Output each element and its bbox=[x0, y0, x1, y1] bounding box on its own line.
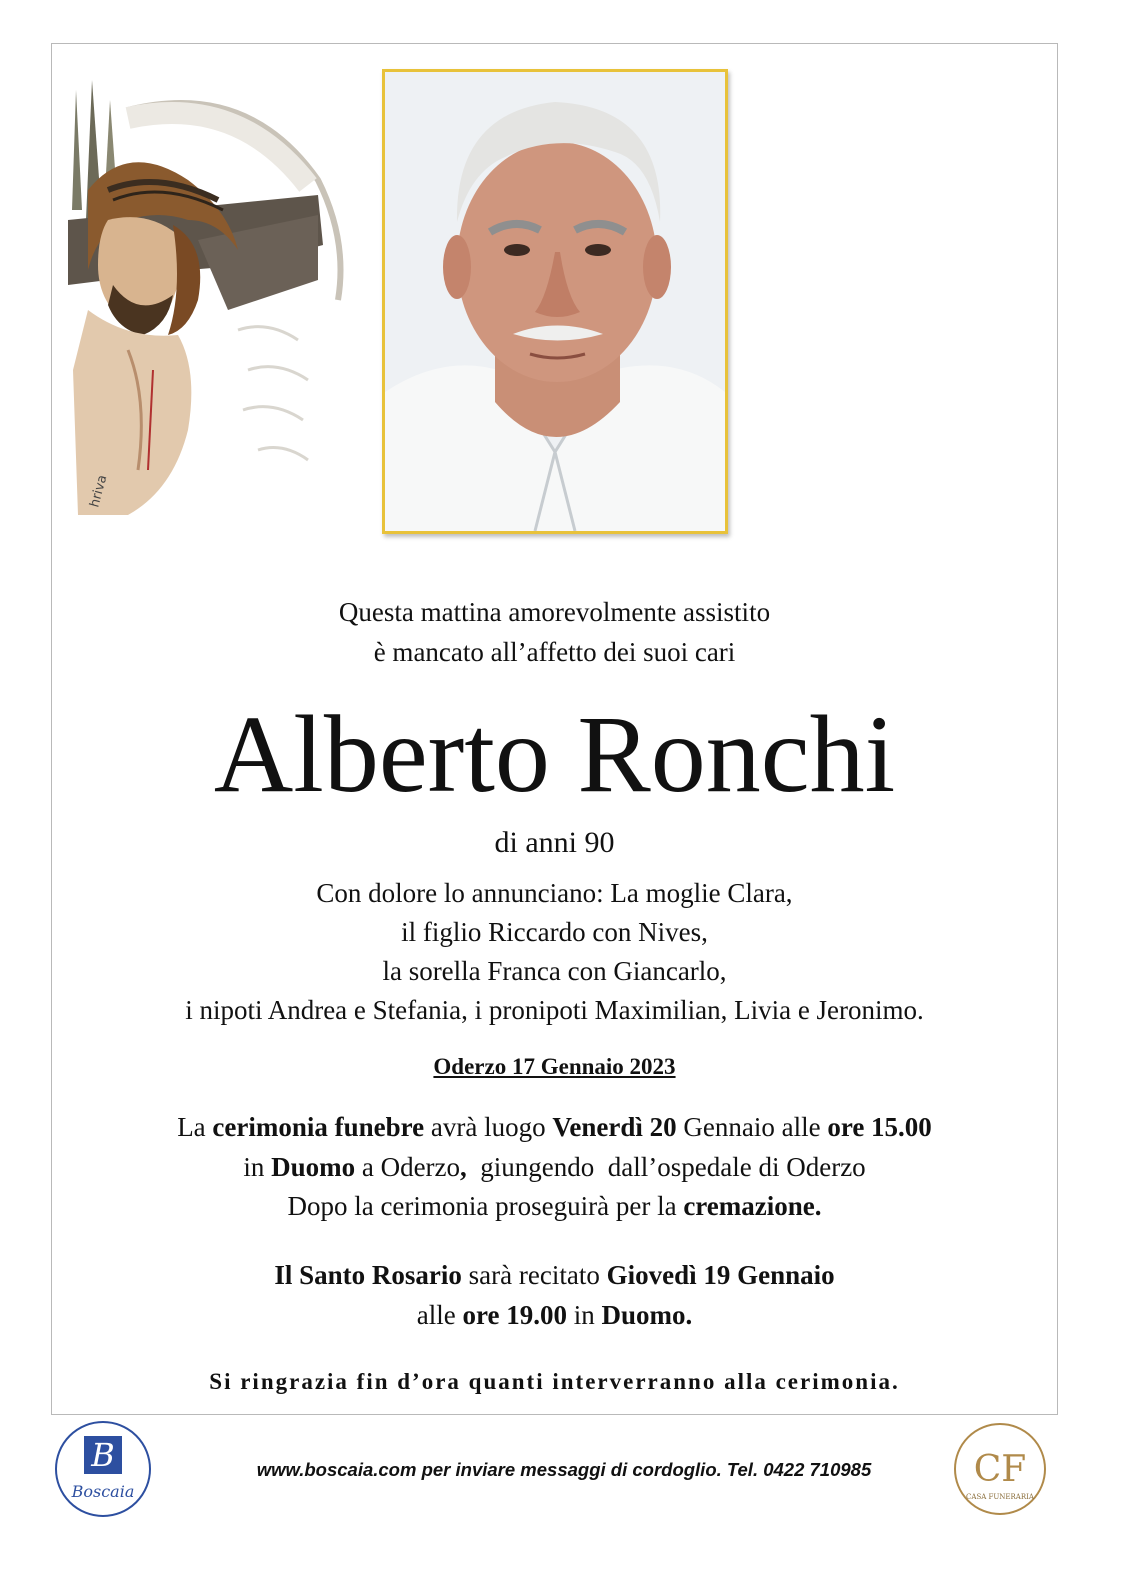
ceremony-details bbox=[51, 1108, 1058, 1227]
rosary-details bbox=[51, 1256, 1058, 1335]
deceased-age: di anni 90 bbox=[494, 826, 615, 859]
rosary-line-1: Il Santo Rosario sarà recitato Giovedì 19 Gennaio bbox=[274, 1260, 835, 1290]
ceremony-line-3: Dopo la cerimonia proseguirà per la cremazione. bbox=[287, 1191, 822, 1221]
date-place: Oderzo 17 Gennaio 2023 bbox=[433, 1054, 676, 1079]
family-line-2: il figlio Riccardo con Nives, bbox=[401, 917, 708, 947]
thanks-note: Si ringrazia fin d’ora quanti interverranno alla cerimonia. bbox=[209, 1369, 900, 1394]
rosary-line-2: alle ore 19.00 in Duomo. bbox=[416, 1299, 693, 1330]
family-announcement bbox=[51, 874, 1058, 1030]
family-line-3: la sorella Franca con Giancarlo, bbox=[382, 956, 727, 986]
cf-monogram: CF bbox=[973, 1449, 1027, 1490]
deceased-name: Alberto Ronchi bbox=[213, 693, 896, 815]
artist-signature: hriva bbox=[87, 473, 111, 510]
intro-line-1: Questa mattina amorevolmente assistito bbox=[338, 597, 771, 627]
intro-text bbox=[51, 592, 1058, 672]
intro-line-2: è mancato all’affetto dei suoi cari bbox=[373, 637, 736, 667]
crucifix-artwork bbox=[68, 70, 368, 532]
boscaia-name: Boscaia bbox=[71, 1482, 135, 1501]
portrait-image bbox=[385, 72, 725, 531]
ceremony-line-1: La cerimonia funebre avrà luogo Venerdì 20 Gennaio alle ore 15.00 bbox=[177, 1112, 932, 1142]
ceremony-line-2: in Duomo a Oderzo, giungendo dall’ospedale di Oderzo bbox=[243, 1151, 866, 1182]
deceased-photo bbox=[382, 69, 728, 534]
casa-funeraria-logo bbox=[952, 1421, 1048, 1517]
boscaia-monogram: B bbox=[91, 1436, 115, 1474]
cf-caption: CASA FUNERARIA bbox=[966, 1493, 1034, 1501]
family-line-4: i nipoti Andrea e Stefania, i pronipoti Maximilian, Livia e Jeronimo. bbox=[185, 995, 924, 1025]
footer-contact-text: www.boscaia.com per inviare messaggi di cordoglio. Tel. 0422 710985 bbox=[256, 1459, 872, 1480]
family-line-1: Con dolore lo annunciano: La moglie Clara, bbox=[316, 878, 793, 908]
